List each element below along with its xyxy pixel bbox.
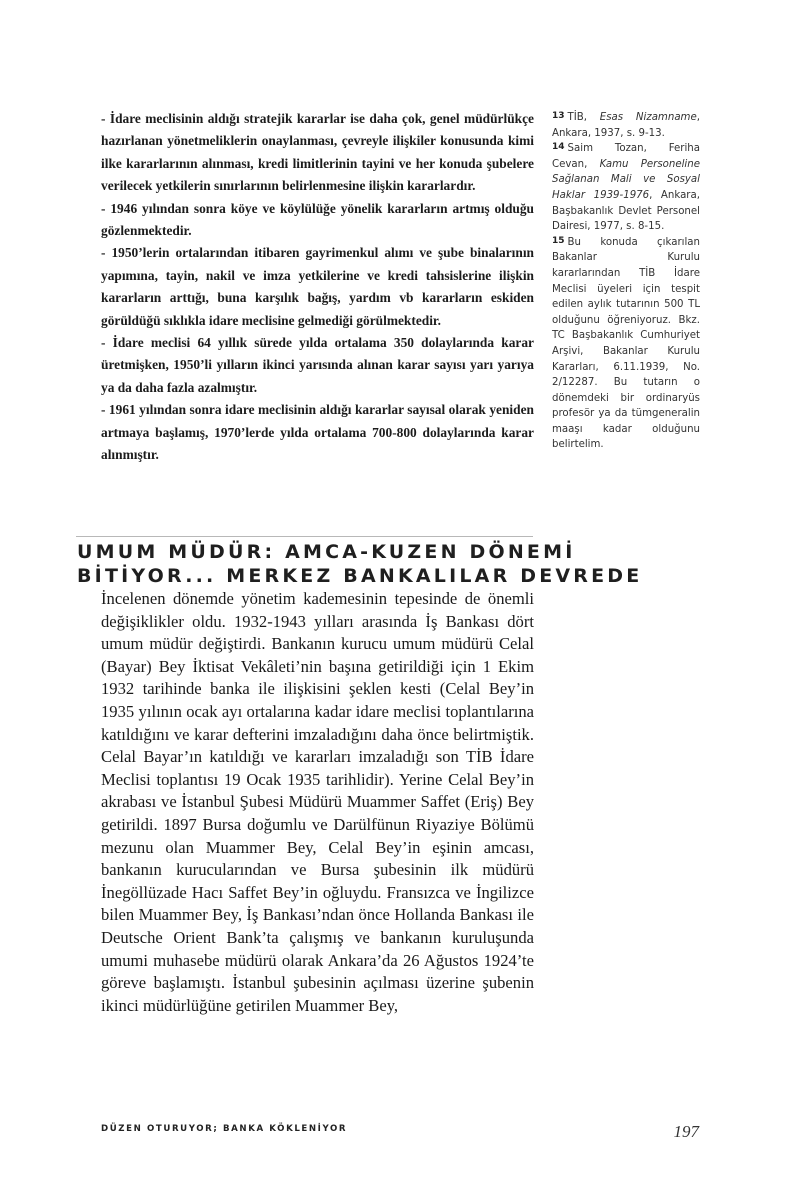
- section-heading: [77, 540, 643, 588]
- section-heading-line-2: BİTİYOR... MERKEZ BANKALILAR DEVREDE: [77, 565, 643, 587]
- bullet-item: - 1950’lerin ortalarından itibaren gayrimenkul alımı ve şube binalarının yapımına, tayin, nakil ve imza yetkilerine ve kredi tahsislerine ilişkin kararların arttığı, buna karşılık bağış, yardım vb kararların eskiden görüldüğü sıklıkla idare meclisine gelmediği görülmektedir.: [101, 245, 534, 328]
- footnote-15: $^{15}$ Bu konuda çıkarılan Bakanlar Kurulu kararlarından TİB İdare Meclisi üyeleri için tespit edilen aylık tutarının 500 TL olduğunu öğreniyoruz. Bkz. TC Başbakanlık Cumhuriyet Arşivi, Bakanlar Kurulu Kararları, 6.11.1939, No. 2/12287. Bu tutarın o dönemdeki bir ordinaryüs profesör ya da tümgeneralin maaşı kadar olduğunu belirtelim.: [552, 235, 700, 451]
- bullet-item: - 1946 yılından sonra köye ve köylülüğe yönelik kararların artmış olduğu gözlenmektedir.: [101, 200, 534, 239]
- summary-bullet-list: [101, 108, 534, 467]
- footnote-14: $^{14}$ Saim Tozan, Feriha Cevan, Kamu Personeline Sağlanan Mali ve Sosyal Haklar 1939-1976, Ankara, Başbakanlık Devlet Personel Dairesi, 1977, s. 8-15.: [552, 142, 700, 233]
- page-number: 197: [673, 1122, 699, 1141]
- footnotes-sidebar: [552, 110, 700, 453]
- body-paragraph: İncelenen dönemde yönetim kademesinin tepesinde de önemli değişiklikler oldu. 1932-1943 yılları arasında İş Bankası dört umum müdür değiştirdi. Bankanın kurucu umum müdürü Celal (Bayar) Bey İktisat Vekâleti’nin başına getirildiği için 1 Ekim 1932 tarihinde banka ile ilişkisini şeklen kesti (Celal Bey’in 1935 yılının ocak ayı ortalarına kadar idare meclisi toplantılarına katıldığını ve karar defterini imzaladığını daha önce belirtmiştik. Celal Bayar’ın katıldığı ve kararları imzaladığı son TİB İdare Meclisi toplantısı 19 Ocak 1935 tarihlidir). Yerine Celal Bey’in akrabası ve İstanbul Şubesi Müdürü Muammer Saffet (Eriş) Bey getirildi. 1897 Bursa doğumlu ve Darülfünun Riyaziye Bölümü mezunu olan Muammer Bey, Celal Bey’in eşinin amcası, bankanın kurucularından ve Bursa şubesinin ilk müdürü İnegöllüzade Hacı Saffet Bey’in oğluydu. Fransızca ve İngilizce bilen Muammer Bey, İş Bankası’ndan önce Hollanda Bankası ile Deutsche Orient Bank’ta çalışmış ve bankanın kuruluşunda umumi muhasebe müdürü olarak Ankara’da 26 Ağustos 1924’te göreve başlamıştı. İstanbul şubesinin açılması üzerine şubenin ikinci müdürlüğüne getirilen Muammer Bey,: [101, 589, 534, 1015]
- footnote-number: 14: [552, 142, 565, 153]
- footnote-13: $^{13}$ TİB, Esas Nizamname, Ankara, 1937, s. 9-13.: [552, 111, 700, 139]
- running-footer-title: DÜZEN OTURUYOR; BANKA KÖKLENİYOR: [101, 1124, 348, 1134]
- footnote-number: 15: [552, 235, 565, 246]
- footnote-number: 13: [552, 111, 565, 121]
- section-divider: [76, 536, 533, 537]
- section-heading-line-1: UMUM MÜDÜR: AMCA-KUZEN DÖNEMİ: [77, 541, 576, 563]
- bullet-item: - İdare meclisi 64 yıllık sürede yılda ortalama 350 dolaylarında karar üretmişken, 1950’li yılların ikinci yarısında alınan karar sayısı yarı yarıya ya da daha fazla azalmıştır.: [101, 335, 534, 395]
- bullet-item: - İdare meclisinin aldığı stratejik kararlar ise daha çok, genel müdürlükçe hazırlanan yönetmeliklerin onaylanması, çevreyle ilişkiler konusunda kimi ilke kararlarının alınması, kredi limitlerinin tayini ve her konuda şubelere verilecek yetkilerin sınırlarının belirlenmesine ilişkin kararlardır.: [101, 111, 534, 194]
- bullet-item: - 1961 yılından sonra idare meclisinin aldığı kararlar sayısal olarak yeniden artmaya başlamış, 1970’lerde yılda ortalama 700-800 dolaylarında karar alınmıştır.: [101, 402, 534, 463]
